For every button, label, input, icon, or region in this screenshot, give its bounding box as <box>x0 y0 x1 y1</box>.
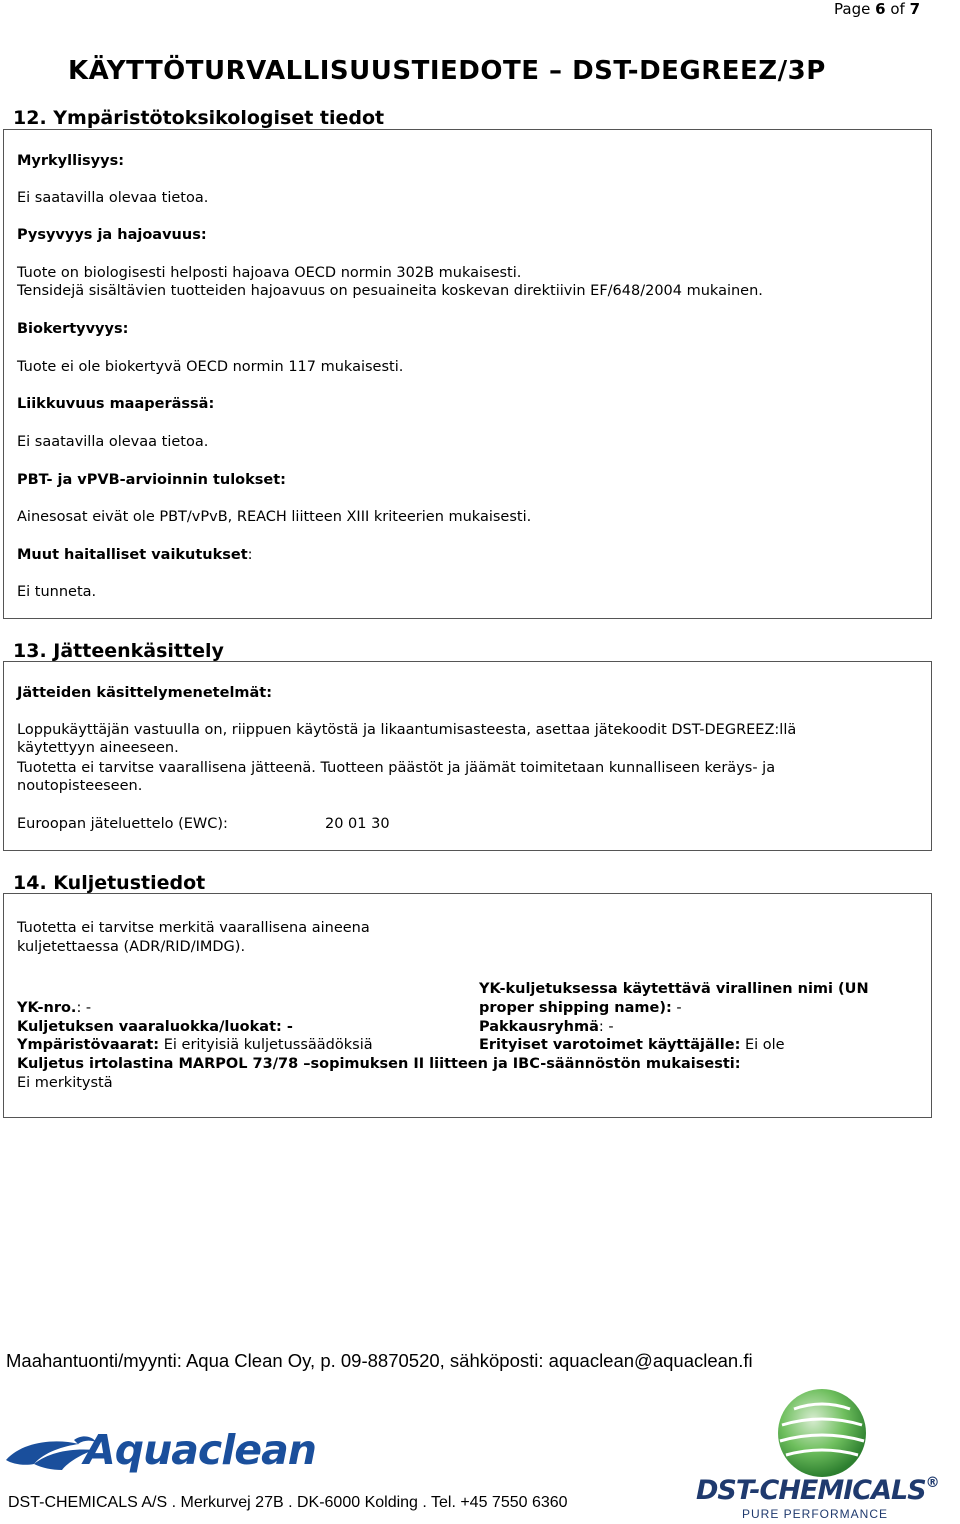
globe-icon <box>774 1385 870 1481</box>
pbt-label: PBT- ja vPVB-arvioinnin tulokset: <box>17 472 286 488</box>
page-prefix: Page <box>834 0 876 18</box>
toxicity-text: Ei saatavilla olevaa tietoa. <box>17 190 209 206</box>
mobility-label: Liikkuvuus maaperässä: <box>17 396 215 412</box>
dst-logo-tagline: PURE PERFORMANCE <box>742 1507 889 1521</box>
section-14-box <box>3 893 932 1118</box>
dst-chemicals-logo <box>696 1385 958 1521</box>
waste-text-1: Loppukäyttäjän vastuulla on, riippuen käytöstä ja likaantumisasteesta, asettaa jätekoodit DST-DEGREEZ:llä <box>17 722 797 738</box>
special-precautions-value: Ei ole <box>740 1037 785 1053</box>
ewc-label: Euroopan jäteluettelo (EWC): <box>17 816 228 832</box>
bulk-transport-label: Kuljetus irtolastina MARPOL 73/78 –sopimuksen II liitteen ja IBC-säännöstön mukaisesti: <box>17 1056 741 1072</box>
shipping-name-value: - <box>671 1000 682 1016</box>
aquaclean-logo <box>4 1426 354 1476</box>
dst-logo-name: DST-CHEMICALS <box>696 1475 926 1506</box>
other-effects-heading <box>17 546 253 565</box>
transport-text-2: kuljetettaessa (ADR/RID/IMDG). <box>17 939 246 955</box>
page-number <box>834 0 920 18</box>
aquaclean-logo-text: Aquaclean <box>84 1426 316 1474</box>
packing-group-label: Pakkausryhmä <box>479 1019 599 1035</box>
un-number-label: YK-nro. <box>17 1000 77 1016</box>
un-number-value: : - <box>76 1000 92 1016</box>
waste-text-4: noutopisteeseen. <box>17 778 143 794</box>
bulk-transport-value: Ei merkitystä <box>17 1075 113 1091</box>
shipping-name-label-1: YK-kuljetuksessa käytettävä virallinen nimi (UN <box>479 981 869 997</box>
transport-text-1: Tuotetta ei tarvitse merkitä vaarallisena aineena <box>17 920 370 936</box>
section-14-title: 14. Kuljetustiedot <box>13 872 206 894</box>
document-title: KÄYTTÖTURVALLISUUSTIEDOTE – DST-DEGREEZ/3P <box>68 56 826 86</box>
ewc-value: 20 01 30 <box>325 816 390 832</box>
waste-methods-label: Jätteiden käsittelymenetelmät: <box>17 685 273 701</box>
shipping-name-line-2 <box>479 999 682 1018</box>
waste-text-3: Tuotetta ei tarvitse vaarallisena jätteenä. Tuotteen päästöt ja jäämät toimitetaan kunnalliseen keräys- ja <box>17 760 776 776</box>
other-effects-label: Muut haitalliset vaikutukset <box>17 547 248 563</box>
special-precautions-label: Erityiset varotoimet käyttäjälle: <box>479 1037 741 1053</box>
other-effects-text: Ei tunneta. <box>17 584 97 600</box>
company-address: DST-CHEMICALS A/S . Merkurvej 27B . DK-6000 Kolding . Tel. +45 7550 6360 <box>8 1494 568 1511</box>
bioaccumulation-label: Biokertyvyys: <box>17 321 129 337</box>
section-13-title: 13. Jätteenkäsittely <box>13 640 224 662</box>
packing-group-value: : - <box>598 1019 614 1035</box>
persistence-label: Pysyvyys ja hajoavuus: <box>17 227 207 243</box>
section-12-title: 12. Ympäristötoksikologiset tiedot <box>13 107 385 129</box>
bioaccumulation-text: Tuote ei ole biokertyvä OECD normin 117 mukaisesti. <box>17 359 404 375</box>
shipping-name-label-2: proper shipping name): <box>479 1000 672 1016</box>
environmental-hazards-label: Ympäristövaarat: <box>17 1037 160 1053</box>
dst-logo-text <box>696 1475 939 1506</box>
section-13-box <box>3 661 932 851</box>
environmental-hazards-value: Ei erityisiä kuljetussäädöksiä <box>159 1037 373 1053</box>
other-effects-colon: : <box>247 547 253 563</box>
persistence-text-1: Tuote on biologisesti helposti hajoava OECD normin 302B mukaisesti. <box>17 265 522 281</box>
page-of: of <box>885 0 910 18</box>
toxicity-label: Myrkyllisyys: <box>17 153 125 169</box>
environmental-hazards-line <box>17 1036 373 1055</box>
page-current: 6 <box>875 0 886 18</box>
section-12-box <box>3 129 932 619</box>
page-total: 7 <box>909 0 920 18</box>
un-number-line <box>17 999 91 1018</box>
packing-group-line <box>479 1018 614 1037</box>
persistence-text-2: Tensidejä sisältävien tuotteiden hajoavuus on pesuaineita koskevan direktiivin EF/648/2004 mukainen. <box>17 283 763 299</box>
dst-logo-registered: ® <box>925 1475 939 1491</box>
mobility-text: Ei saatavilla olevaa tietoa. <box>17 434 209 450</box>
special-precautions-line <box>479 1036 785 1055</box>
waste-text-2: käytettyyn aineeseen. <box>17 740 179 756</box>
importer-contact: Maahantuonti/myynti: Aqua Clean Oy, p. 09-8870520, sähköposti: aquaclean@aquaclean.fi <box>6 1350 753 1371</box>
pbt-text: Ainesosat eivät ole PBT/vPvB, REACH liitteen XIII kriteerien mukaisesti. <box>17 509 532 525</box>
hazard-class-label: Kuljetuksen vaaraluokka/luokat: - <box>17 1019 293 1035</box>
